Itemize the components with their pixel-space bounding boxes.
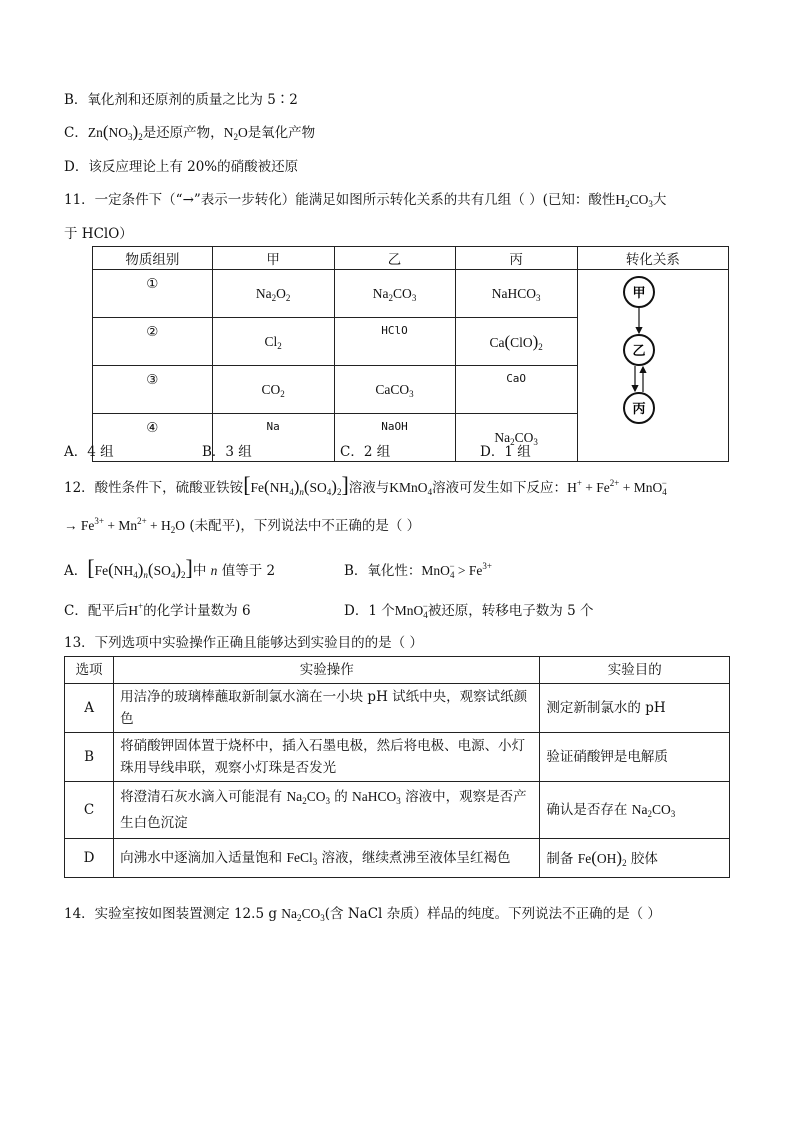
q11-header-relation: 转化关系 (577, 247, 728, 270)
q13-row-d-op-b: 溶液，继续煮沸至液体呈红褐色 (321, 850, 511, 866)
q14-stem-b: (含 NaCl 杂质）样品的纯度。下列说法不正确的是（ ） (324, 906, 661, 922)
q11-stem: 11．一定条件下（“→”表示一步转化）能满足如图所示转化关系的共有几组（ ）(已知：酸性$H_2CO_3$大 (64, 192, 667, 209)
q13-header-aim: 实验目的 (540, 657, 730, 684)
q11-row3-bing: CaO (455, 366, 577, 414)
q13-row-a-aim: 测定新制氯水的 pH (540, 684, 730, 733)
q11-header-yi: 乙 (334, 247, 455, 270)
q11-row1-id: ① (93, 270, 213, 318)
q10-option-b: B．氧化剂和还原剂的质量之比为 5∶2 (64, 92, 298, 108)
q11-header-jia: 甲 (212, 247, 334, 270)
q10-option-c: C．$Zn(NO_3)_2$是还原产物，$N_2O$是氧化产物 (64, 122, 316, 142)
q11-stem-cont: 于 HClO） (64, 226, 133, 242)
q12-options-ab: A．$[Fe(NH_4)_n(SO_4)_2]$中 n 值等于 2 B．氧化性：$MnO_4^- > Fe^{3+}$ (64, 555, 492, 580)
q11-stem-b: 大 (652, 192, 667, 208)
q11-cycle-diagram (578, 270, 730, 438)
q13-row-b-id: B (65, 733, 114, 782)
q13-table (64, 656, 730, 878)
q12-stem-c: 溶液可发生如下反应： (432, 480, 568, 496)
q11-row3-yi: CaCO$_3$ (334, 366, 455, 414)
q11-row2-yi: HClO (334, 318, 455, 366)
q11-header-bing: 丙 (455, 247, 577, 270)
cycle-label-yi: 乙 (632, 344, 646, 359)
q13-row-d-aim-b: 胶体 (630, 850, 658, 867)
q14-stem-a: 14．实验室按如图装置测定 12.5 g (64, 906, 277, 922)
q12-stem-d: (未配平)，下列说法中不正确的是（ ） (189, 518, 421, 534)
q11-option-b: B．3 组 (202, 444, 252, 460)
q11-option-a: A．4 组 (64, 444, 114, 460)
q12-stem: 12．酸性条件下，硫酸亚铁铵$[Fe(NH_4)_n(SO_4)_2]$溶液与KMnO$_4$溶液可发生如下反应：$H^+ + Fe^{2+} + MnO_4^-$ (64, 472, 667, 497)
q11-row4-id: ④ (93, 414, 213, 462)
q11-row3-jia: $CO_2$ (212, 366, 334, 414)
q11-row4-jia: Na (212, 414, 334, 462)
cycle-label-bing: 丙 (632, 402, 646, 417)
q13-row-c-aim-a: 确认是否存在 (546, 802, 628, 818)
q13-row-c-op-a: 将澄清石灰水滴入可能混有 (120, 789, 283, 805)
q13-header-option: 选项 (65, 657, 114, 684)
q12-option-b-label: B．氧化性： (344, 563, 422, 579)
q13-row-b-operation: 将硝酸钾固体置于烧杯中，插入石墨电极，然后将电极、电源、小灯珠用导线串联，观察小灯珠是否发光 (114, 733, 540, 782)
q11-cycle-cell (577, 270, 728, 462)
cycle-label-jia: 甲 (632, 286, 646, 301)
q11-option-d: D．1 组 (480, 444, 531, 460)
q13-header-operation: 实验操作 (114, 657, 540, 684)
q12-stem-a: 12．酸性条件下，硫酸亚铁铵 (64, 480, 244, 496)
q11-row2-bing: $Ca(ClO)_2$ (455, 318, 577, 366)
q12-option-c-label: C．配平后 (64, 603, 129, 619)
q11-row2-id: ② (93, 318, 213, 366)
q13-row-d-op-a: 向沸水中逐滴加入适量饱和 (120, 850, 283, 866)
q10-option-d: D．该反应理论上有 20%的硝酸被还原 (64, 159, 299, 175)
q13-row-d-id: D (65, 839, 114, 878)
q11-row4-bing: $Na_2CO_3$ (455, 414, 577, 462)
q12-option-d-end: 被还原，转移电子数为 5 个 (427, 603, 594, 619)
q13-row-d-aim: 制备 $Fe(OH)_2$ 胶体 (540, 839, 730, 878)
q13-row-a-operation: 用洁净的玻璃棒蘸取新制氯水滴在一小块 pH 试纸中央，观察试纸颜色 (114, 684, 540, 733)
q11-stem-a: 11．一定条件下（“→”表示一步转化）能满足如图所示转化关系的共有几组（ ）(已知：酸性 (64, 192, 616, 208)
q10-option-c-end: 是氧化产物 (247, 125, 316, 141)
q11-row2-jia: $Cl_2$ (212, 318, 334, 366)
q13-row-b-aim: 验证硝酸钾是电解质 (540, 733, 730, 782)
q13-stem: 13．下列选项中实验操作正确且能够达到实验目的的是（ ） (64, 635, 423, 651)
q13-row-c-operation: 将澄清石灰水滴入可能混有 $Na_2CO_3$ 的 NaHCO$_3$ 溶液中，观察是否产生白色沉淀 (114, 782, 540, 839)
q13-row-c-op-c: 溶液中，观察是否产生白色沉淀 (120, 789, 527, 831)
q12-option-d-label: D．1 个 (344, 603, 395, 619)
q12-option-a-end: 值等于 2 (221, 563, 276, 579)
q12-option-a-mid: 中 (192, 563, 207, 579)
q11-header-group: 物质组别 (93, 247, 213, 270)
q11-row3-id: ③ (93, 366, 213, 414)
q10-option-c-mid: 是还原产物， (142, 125, 224, 141)
q10-option-c-label: C． (64, 125, 88, 141)
q11-options (64, 442, 531, 462)
q12-stem-cont: → $Fe^{3+} + Mn^{2+} + H_2O$ (未配平)，下列说法中不正确的是（ ） (64, 516, 421, 535)
q13-row-d-aim-a: 制备 (546, 850, 574, 867)
q14-stem: 14．实验室按如图装置测定 12.5 g $Na_2CO_3$(含 NaCl 杂质）样品的纯度。下列说法不正确的是（ ） (64, 906, 661, 923)
q13-row-c-aim: 确认是否存在 $Na_2CO_3$ (540, 782, 730, 839)
q11-row4-yi: NaOH (334, 414, 455, 462)
q11-row1-bing: NaHCO$_3$ (455, 270, 577, 318)
q11-row1-yi: $Na_2CO_3$ (334, 270, 455, 318)
q13-row-c-op-b: 的 (334, 789, 348, 805)
q13-row-c-id: C (65, 782, 114, 839)
q13-row-a-id: A (65, 684, 114, 733)
q12-option-c-end: 的化学计量数为 6 (143, 603, 251, 619)
q11-table (92, 246, 729, 462)
q12-option-a-label: A． (64, 563, 88, 579)
q12-options-cd: C．配平后H+的化学计量数为 6 D．1 个MnO$_4$−被还原，转移电子数为 5 个 (64, 601, 594, 620)
q11-row1-jia: $Na_2O_2$ (212, 270, 334, 318)
q12-stem-b: 溶液与 (348, 480, 390, 496)
q11-option-c: C．2 组 (340, 444, 391, 460)
q13-row-d-operation: 向沸水中逐滴加入适量饱和 FeCl$_3$ 溶液，继续煮沸至液体呈红褐色 (114, 839, 540, 878)
